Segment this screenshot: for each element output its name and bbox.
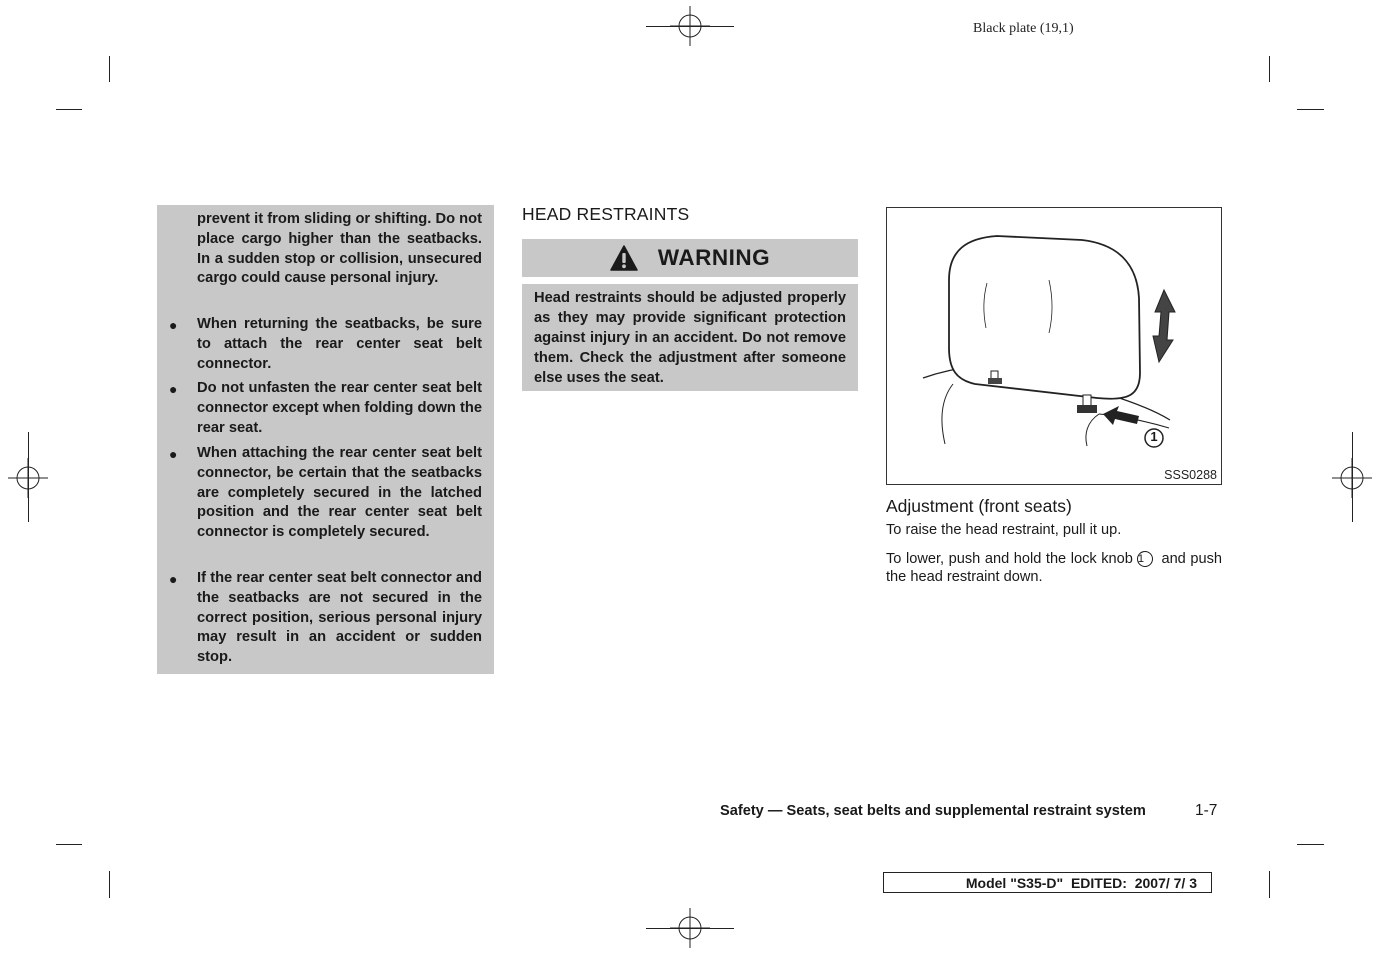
- warning-body: [522, 284, 858, 391]
- crop-mark: [28, 432, 29, 522]
- head-restraint-illustration: [887, 208, 1221, 484]
- caution-intro-text: prevent it from sliding or shifting. Do not place cargo higher than the seatbacks. In a sudden stop or collision, unsecured cargo could cause personal injury.: [197, 211, 482, 287]
- warning-text: Head restraints should be adjusted properly as they may provide significant protection against injury in an accident. Do not remove them. Check the adjustment after someone else uses the seat.: [534, 290, 846, 386]
- crop-mark: [646, 928, 734, 929]
- crop-mark: [1269, 871, 1270, 898]
- lock-knob-ref: 1: [1137, 551, 1153, 567]
- crop-mark: [56, 109, 82, 110]
- crop-mark: [1297, 109, 1324, 110]
- caution-bullet-1: When returning the seatbacks, be sure to attach the rear center seat belt connector.: [197, 316, 482, 372]
- warning-title: WARNING: [657, 245, 771, 270]
- footer-section-title: Safety — Seats, seat belts and supplemental restraint system: [720, 803, 1146, 819]
- paragraph-lower-end: and push the head restraint down.: [886, 551, 1223, 585]
- caution-bullet-3: When attaching the rear center seat belt connector, be certain that the seatbacks are completely secured in the latched position and the rear center seat belt connector is completely secured.: [197, 445, 482, 541]
- crop-mark: [109, 56, 110, 82]
- figure-callout-1: 1: [1150, 429, 1158, 444]
- bullet-icon: ●: [169, 317, 178, 333]
- model-edit-box: Model "S35-D" EDITED: 2007/ 7/ 3: [883, 872, 1212, 893]
- subheading: Adjustment (front seats): [886, 496, 1072, 516]
- paragraph-lower-start: To lower, push and hold the lock knob: [886, 551, 1133, 567]
- caution-bullet-2: Do not unfasten the rear center seat belt connector except when folding down the rear seat.: [197, 380, 482, 436]
- crop-mark: [1297, 844, 1324, 845]
- bullet-icon: ●: [169, 381, 178, 397]
- crop-mark: [1352, 432, 1353, 522]
- page-number: 1-7: [1195, 802, 1218, 819]
- figure-code: SSS0288: [1164, 468, 1217, 482]
- crop-mark: [56, 844, 82, 845]
- caution-bullet-4: If the rear center seat belt connector and the seatbacks are not secured in the correct position, serious personal injury may result in an accident or sudden stop.: [197, 570, 482, 666]
- paragraph-raise: To raise the head restraint, pull it up.: [886, 522, 1122, 538]
- section-title: HEAD RESTRAINTS: [522, 204, 690, 224]
- head-restraint-figure: [886, 207, 1222, 485]
- caution-continuation-box: [157, 205, 494, 674]
- bullet-icon: ●: [169, 446, 178, 462]
- crop-mark: [109, 871, 110, 898]
- bullet-icon: ●: [169, 571, 178, 587]
- crop-mark: [1269, 56, 1270, 82]
- warning-triangle-icon: [610, 245, 638, 271]
- paragraph-lower: [886, 550, 1222, 586]
- warning-header: [522, 239, 858, 277]
- plate-label: Black plate (19,1): [973, 21, 1074, 36]
- crop-mark: [646, 26, 734, 27]
